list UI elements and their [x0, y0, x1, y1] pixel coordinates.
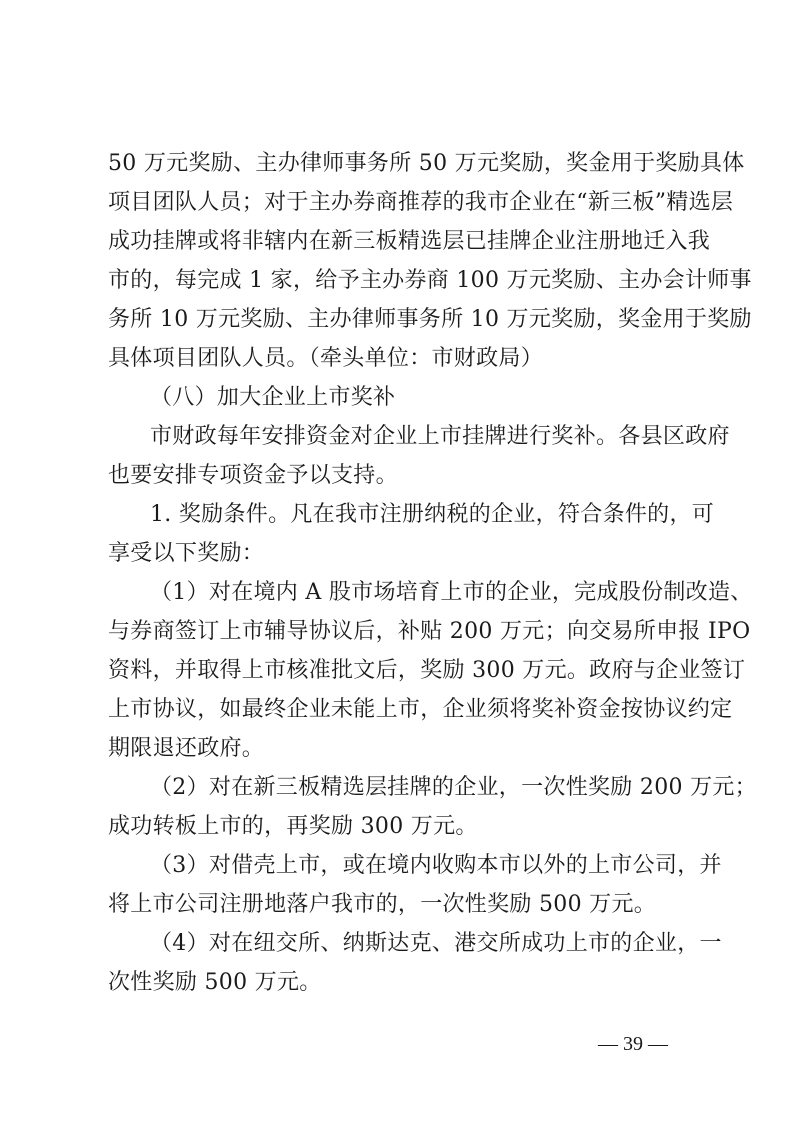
page-number: — 39 —: [598, 1033, 668, 1055]
section-heading: （八）加大企业上市奖补: [150, 385, 396, 410]
text-line: 资料，并取得上市核准批文后，奖励 300 万元。政府与企业签订: [108, 658, 746, 683]
text-line: 务所 10 万元奖励、主办律师事务所 10 万元奖励，奖金用于奖励: [108, 307, 752, 332]
list-item-first-line: （4）对在纽交所、纳斯达克、港交所成功上市的企业，一: [150, 931, 722, 956]
text-line: 享受以下奖励：: [108, 541, 265, 566]
list-item-first-line: （1）对在境内 A 股市场培育上市的企业，完成股份制改造、: [150, 580, 753, 605]
text-line: 项目团队人员；对于主办券商推荐的我市企业在“新三板”精选层: [108, 190, 734, 215]
text-line: 50 万元奖励、主办律师事务所 50 万元奖励，奖金用于奖励具体: [108, 151, 745, 176]
text-line: 上市协议，如最终企业未能上市，企业须将奖补资金按协议约定: [108, 697, 733, 722]
list-item-first-line: （2）对在新三板精选层挂牌的企业，一次性奖励 200 万元；: [150, 775, 757, 800]
list-item-first-line: （3）对借壳上市，或在境内收购本市以外的上市公司，并: [150, 853, 722, 878]
text-line: 将上市公司注册地落户我市的，一次性奖励 500 万元。: [108, 892, 657, 917]
text-line: 成功转板上市的，再奖励 300 万元。: [108, 814, 478, 839]
text-line: 成功挂牌或将非辖内在新三板精选层已挂牌企业注册地迁入我: [108, 229, 711, 254]
text-line: 与券商签订上市辅导协议后，补贴 200 万元；向交易所申报 IPO: [108, 619, 751, 644]
text-line: 市的，每完成 1 家，给予主办券商 100 万元奖励、主办会计师事: [108, 268, 752, 293]
text-line: 也要安排专项资金予以支持。: [108, 463, 398, 488]
paragraph-first-line: 1. 奖励条件。凡在我市注册纳税的企业，符合条件的，可: [150, 502, 715, 527]
text-line: 次性奖励 500 万元。: [108, 970, 322, 995]
text-line: 具体项目团队人员。（牵头单位：市财政局）: [108, 346, 544, 371]
text-line: 期限退还政府。: [108, 736, 265, 761]
paragraph-first-line: 市财政每年安排资金对企业上市挂牌进行奖补。各县区政府: [150, 424, 730, 449]
